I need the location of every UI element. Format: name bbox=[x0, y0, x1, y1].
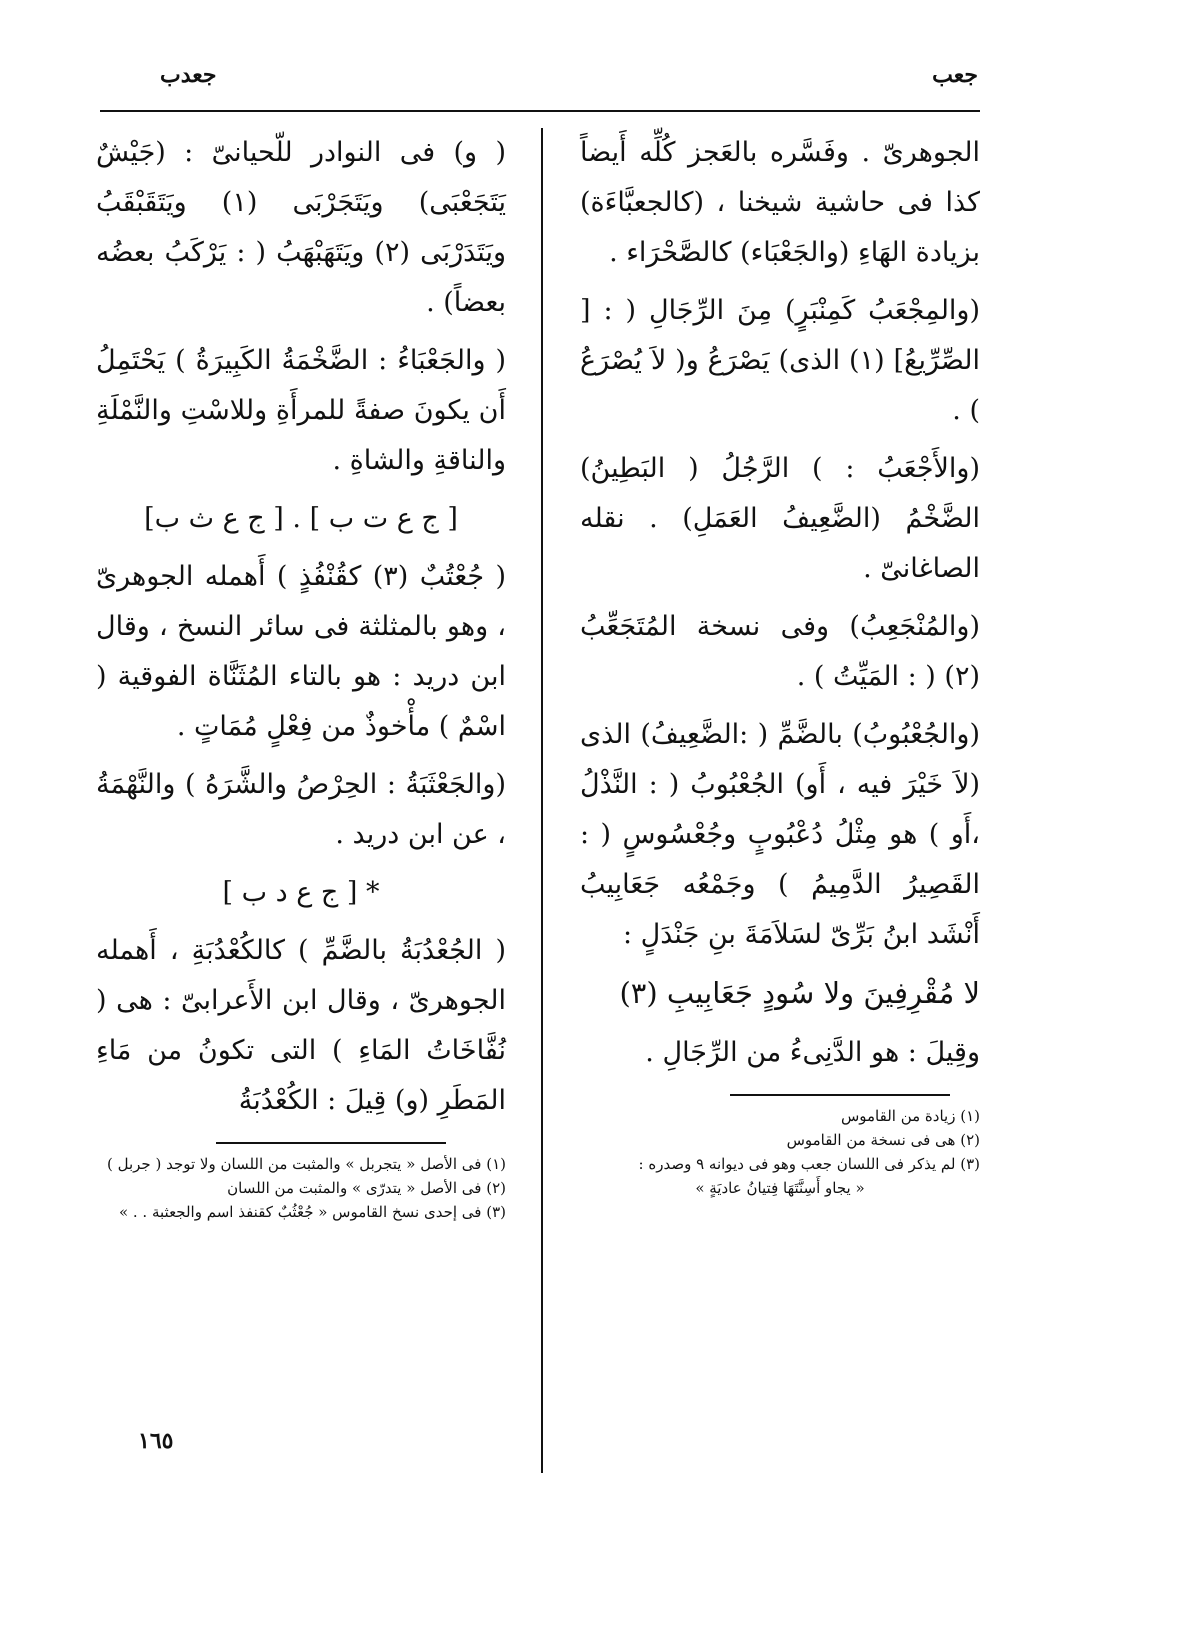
entry-heading: [ ج ع ت ب ] . [ ج ع ث ب] bbox=[144, 503, 458, 534]
footnote: (٣) فى إحدى نسخ القاموس « جُعْثُبٌ كقنفذ اسم والجعثبة . . » bbox=[118, 1203, 506, 1221]
entry-paragraph: (والجُعْبُوبُ) بالضَّمِّ ( :الضَّعِيفُ) الذى (لاَ خَيْرَ فيه ، أَو) الجُعْبُوبُ ( : النَّذْلُ ،أَو ) هو مِثْلُ دُعْبُوبٍ وجُعْسُوسٍ ( : القَصِيرُ الدَّمِيمُ ) وجَمْعُه جَعَابِيبُ أَنْشَد ابنُ بَرِّىّ لسَلاَمَةَ بنِ جَنْدَلٍ : bbox=[580, 719, 980, 950]
entry-paragraph: وقِيلَ : هو الدَّنِىءُ من الرِّجَالِ . bbox=[645, 1037, 980, 1068]
footnote: (٢) هى فى نسخة من القاموس bbox=[786, 1131, 980, 1149]
entry-paragraph: (والجَعْثَبَةُ : الحِرْصُ والشَّرَهُ ) والنَّهْمَةُ ، عن ابن دريد . bbox=[96, 769, 506, 850]
running-head-left: جعدب bbox=[160, 62, 217, 88]
entry-paragraph: ( و) فى النوادر للّحيانىّ : (جَيْشٌ يَتَجَعْبَى) ويَتَجَرْبَى (١) ويَتَقَبْقَبُ ويَتَدَرْبَى (٢) ويَتَهَبْهَبُ ( : يَرْكَبُ بعضُه بعضاً) . bbox=[96, 137, 506, 318]
footnote: « يجاو أَسِنَّتَهَا فِتيانُ عاديَةٍ » bbox=[695, 1179, 865, 1197]
column-divider bbox=[541, 128, 543, 1473]
entry-paragraph: الجوهرىّ . وفَسَّره بالعَجز كُلِّه أَيضاً كذا فى حاشية شيخنا ، (كالجعبَّاءَة) بزيادة الهَاءِ (والجَعْبَاء) كالصَّحْرَاء . bbox=[580, 137, 980, 268]
verse-line: لا مُقْرِفِينَ ولا سُودٍ جَعَابِيبِ (٣) bbox=[619, 976, 980, 1010]
footnote: (٢) فى الأصل « يتدرّى » والمثبت من اللسان bbox=[227, 1179, 506, 1197]
header-rule bbox=[100, 110, 980, 112]
footnotes-right bbox=[580, 1104, 980, 1200]
entry-paragraph: ( جُعْتُبٌ (٣) كقُنْفُذٍ ) أَهمله الجوهرىّ ، وهو بالمثلثة فى سائر النسخ ، وقال ابن دريد : هو بالتاء المُثَنَّاة الفوقية ( اسْمٌ ) مأْخوذٌ من فِعْلٍ مُمَاتٍ . bbox=[96, 561, 507, 742]
running-head-right: جعب bbox=[932, 62, 978, 88]
entry-paragraph: (والمُنْجَعِبُ) وفى نسخة المُتَجَعِّبُ (٢) ( : المَيِّتُ ) . bbox=[580, 611, 980, 692]
footnotes-left bbox=[96, 1152, 506, 1224]
entry-paragraph: (والأَجْعَبُ : ) الرَّجُلُ ( البَطِينُ) الضَّخْمُ (الضَّعِيفُ العَمَلِ) . نقله الصاغانىّ . bbox=[580, 453, 980, 584]
footnote-rule bbox=[730, 1094, 950, 1096]
footnote-rule bbox=[216, 1142, 446, 1144]
footnote: (١) زيادة من القاموس bbox=[840, 1107, 980, 1125]
footnote: (٣) لم يذكر فى اللسان جعب وهو فى ديوانه ٩ وصدره : bbox=[638, 1155, 980, 1173]
entry-paragraph: ( الجُعْدُبَةُ بالضَّمِّ ) كالكُعْدُبَةِ ، أَهمله الجوهرىّ ، وقال ابن الأَعرابىّ : هى ( نُفَّاخَاتُ المَاءِ ) التى تكونُ من مَاءِ المَطَرِ (و) قِيلَ : الكُعْدُبَةُ bbox=[96, 935, 506, 1116]
entry-paragraph: ( والجَعْبَاءُ : الضَّخْمَةُ الكَبِيرَةُ ) يَحْتَمِلُ أَن يكونَ صفةً للمرأَةِ وللاسْتِ والنَّمْلَةِ والناقةِ والشاةِ . bbox=[96, 345, 506, 476]
entry-paragraph: (والمِجْعَبُ كَمِنْبَرٍ) مِنَ الرِّجَالِ ( : [ الصِّرِّيعُ] (١) الذى) يَصْرَعُ و( لاَ يُصْرَعُ ) . bbox=[580, 295, 981, 426]
page-number: ١٦٥ bbox=[138, 1428, 174, 1454]
right-column bbox=[580, 128, 980, 1200]
footnote: (١) فى الأصل « يتجربل » والمثبت من اللسان ولا توجد ( جربل ) bbox=[106, 1155, 506, 1173]
left-column bbox=[96, 128, 506, 1224]
entry-heading: * [ ج ع د ب ] bbox=[222, 877, 380, 908]
